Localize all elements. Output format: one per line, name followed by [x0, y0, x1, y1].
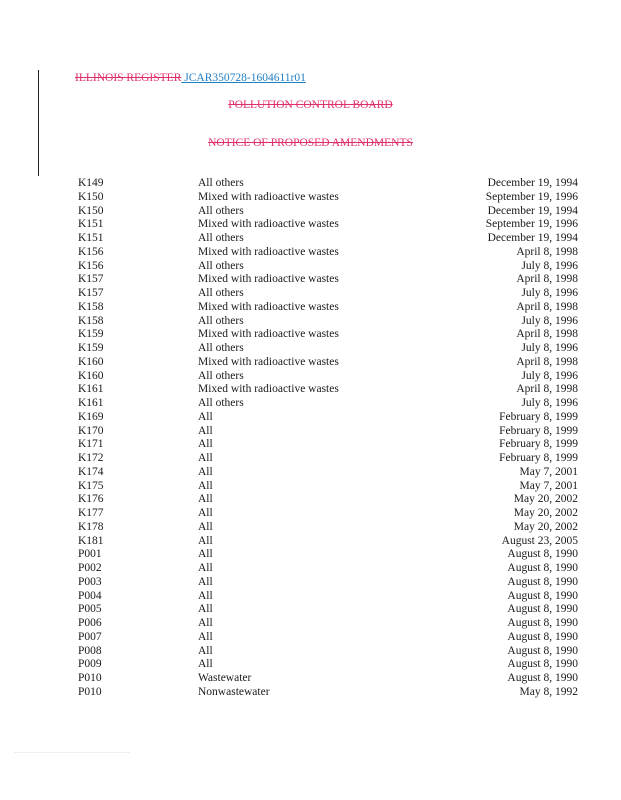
waste-code: K158 [78, 300, 104, 313]
change-bar [38, 70, 39, 176]
effective-date: December 19, 1994 [487, 177, 578, 189]
effective-date: February 8, 1999 [499, 424, 578, 437]
table-row [0, 672, 621, 686]
waste-description: All others [198, 232, 244, 244]
effective-date: July 8, 1996 [521, 397, 578, 409]
table-row [0, 507, 621, 521]
waste-code: K178 [78, 520, 104, 533]
waste-code: K175 [78, 479, 104, 492]
waste-description: Mixed with radioactive wastes [198, 328, 339, 341]
effective-date: April 8, 1998 [516, 383, 578, 396]
effective-date: August 8, 1990 [507, 658, 578, 671]
table-row [0, 590, 621, 604]
waste-description: All others [198, 342, 244, 354]
waste-description: All [198, 562, 213, 574]
waste-description: All [198, 534, 213, 547]
waste-description: All [198, 603, 213, 616]
board-title-deleted: POLLUTION CONTROL BOARD [228, 99, 393, 111]
effective-date: May 20, 2002 [513, 493, 578, 506]
waste-code: K176 [78, 493, 104, 506]
waste-description: All [198, 644, 213, 657]
effective-date: August 23, 2005 [501, 534, 578, 547]
effective-date: May 20, 2002 [513, 520, 578, 533]
table-row [0, 383, 621, 397]
table-row [0, 177, 621, 191]
waste-description: All [198, 507, 213, 519]
waste-description: All [198, 575, 213, 588]
waste-description: All [198, 520, 213, 533]
effective-date: April 8, 1998 [516, 328, 578, 341]
effective-date: February 8, 1999 [499, 452, 578, 464]
waste-code: K169 [78, 410, 104, 423]
waste-description: All [198, 548, 213, 561]
waste-description: All [198, 589, 213, 602]
waste-code: P005 [78, 603, 102, 616]
notice-title-deleted: NOTICE OF PROPOSED AMENDMENTS [208, 137, 413, 149]
effective-date: May 20, 2002 [513, 507, 578, 519]
effective-date: August 8, 1990 [507, 617, 578, 629]
effective-date: December 19, 1994 [487, 232, 578, 244]
effective-date: April 8, 1998 [516, 273, 578, 286]
waste-description: Mixed with radioactive wastes [198, 273, 339, 286]
waste-description: All [198, 493, 213, 506]
table-row [0, 411, 621, 425]
table-row [0, 576, 621, 590]
table-row [0, 603, 621, 617]
table-row [0, 260, 621, 274]
waste-code: K149 [78, 177, 104, 189]
effective-date: August 8, 1990 [507, 672, 578, 684]
effective-date: August 8, 1990 [507, 589, 578, 602]
waste-code: P003 [78, 575, 102, 588]
waste-code: K161 [78, 397, 104, 409]
notice-header [0, 137, 621, 149]
table-row [0, 562, 621, 576]
effective-date: December 19, 1994 [487, 204, 578, 217]
table-row [0, 328, 621, 342]
table-row [0, 287, 621, 301]
waste-description: Mixed with radioactive wastes [198, 245, 339, 258]
table-row [0, 438, 621, 452]
table-row [0, 191, 621, 205]
waste-description: All others [198, 369, 244, 382]
waste-description: Nonwastewater [198, 685, 270, 698]
waste-code: P001 [78, 548, 102, 561]
waste-code: K177 [78, 507, 104, 519]
waste-code: K172 [78, 452, 104, 464]
table-row [0, 466, 621, 480]
effective-date: August 8, 1990 [507, 644, 578, 657]
waste-code: K151 [78, 218, 104, 231]
table-row [0, 631, 621, 645]
table-row [0, 370, 621, 384]
effective-date: August 8, 1990 [507, 575, 578, 588]
table-row [0, 397, 621, 411]
table-row [0, 273, 621, 287]
effective-date: August 8, 1990 [507, 630, 578, 643]
waste-code: P010 [78, 672, 102, 684]
waste-description: Mixed with radioactive wastes [198, 190, 339, 203]
waste-description: All [198, 658, 213, 671]
waste-description: Mixed with radioactive wastes [198, 300, 339, 313]
waste-code: K150 [78, 190, 104, 203]
effective-date: August 8, 1990 [507, 548, 578, 561]
table-row [0, 493, 621, 507]
waste-code: K156 [78, 245, 104, 258]
effective-date: July 8, 1996 [521, 314, 578, 327]
waste-description: All [198, 465, 213, 478]
waste-description: All [198, 617, 213, 629]
effective-date: July 8, 1996 [521, 342, 578, 354]
waste-code: K174 [78, 465, 104, 478]
effective-date: July 8, 1996 [521, 287, 578, 299]
table-row [0, 205, 621, 219]
waste-code: K160 [78, 355, 104, 368]
table-row [0, 301, 621, 315]
table-row [0, 645, 621, 659]
waste-code: K157 [78, 287, 104, 299]
waste-description: All [198, 630, 213, 643]
effective-date: February 8, 1999 [499, 410, 578, 423]
waste-description: All [198, 410, 213, 423]
table-row [0, 535, 621, 549]
table-row [0, 658, 621, 672]
effective-date: September 19, 1996 [485, 190, 578, 203]
waste-code: P009 [78, 658, 102, 671]
waste-description: All others [198, 397, 244, 409]
effective-date: April 8, 1998 [516, 355, 578, 368]
effective-date: July 8, 1996 [521, 369, 578, 382]
effective-date: April 8, 1998 [516, 300, 578, 313]
waste-code: K171 [78, 438, 104, 451]
waste-code: K157 [78, 273, 104, 286]
table-row [0, 356, 621, 370]
waste-code: P002 [78, 562, 102, 574]
table-row [0, 686, 621, 700]
waste-description: Mixed with radioactive wastes [198, 355, 339, 368]
table-row [0, 452, 621, 466]
waste-code: K161 [78, 383, 104, 396]
register-header [75, 72, 306, 84]
waste-description: All [198, 452, 213, 464]
board-header [0, 99, 621, 111]
table-row [0, 521, 621, 535]
effective-date: July 8, 1996 [521, 259, 578, 272]
table-row [0, 548, 621, 562]
effective-date: May 7, 2001 [519, 465, 578, 478]
waste-code: P004 [78, 589, 102, 602]
effective-date: February 8, 1999 [499, 438, 578, 451]
table-row [0, 246, 621, 260]
table-row [0, 315, 621, 329]
waste-code: P010 [78, 685, 102, 698]
register-title-deleted: ILLINOIS REGISTER [75, 72, 182, 84]
table-row [0, 342, 621, 356]
waste-description: All others [198, 177, 244, 189]
waste-description: All others [198, 259, 244, 272]
effective-date: May 7, 2001 [519, 479, 578, 492]
table-row [0, 232, 621, 246]
waste-description: All others [198, 287, 244, 299]
register-id-inserted: JCAR350728-1604611r01 [181, 72, 306, 84]
waste-description: Wastewater [198, 672, 252, 684]
footer-divider [14, 752, 130, 753]
effective-date: August 8, 1990 [507, 562, 578, 574]
table-row [0, 617, 621, 631]
table-row [0, 218, 621, 232]
waste-code: K170 [78, 424, 104, 437]
waste-code: P007 [78, 630, 102, 643]
effective-date: May 8, 1992 [519, 685, 578, 698]
waste-description: Mixed with radioactive wastes [198, 383, 339, 396]
waste-code: P006 [78, 617, 102, 629]
effective-date: September 19, 1996 [485, 218, 578, 231]
waste-code-table [0, 177, 621, 700]
waste-description: All [198, 479, 213, 492]
waste-code: K156 [78, 259, 104, 272]
table-row [0, 425, 621, 439]
waste-code: K181 [78, 534, 104, 547]
waste-description: All others [198, 314, 244, 327]
waste-code: K160 [78, 369, 104, 382]
waste-description: All [198, 424, 213, 437]
waste-code: K158 [78, 314, 104, 327]
waste-description: All [198, 438, 213, 451]
waste-code: K159 [78, 328, 104, 341]
waste-code: K150 [78, 204, 104, 217]
waste-code: K159 [78, 342, 104, 354]
effective-date: August 8, 1990 [507, 603, 578, 616]
waste-description: Mixed with radioactive wastes [198, 218, 339, 231]
waste-code: K151 [78, 232, 104, 244]
waste-description: All others [198, 204, 244, 217]
waste-code: P008 [78, 644, 102, 657]
table-row [0, 480, 621, 494]
effective-date: April 8, 1998 [516, 245, 578, 258]
